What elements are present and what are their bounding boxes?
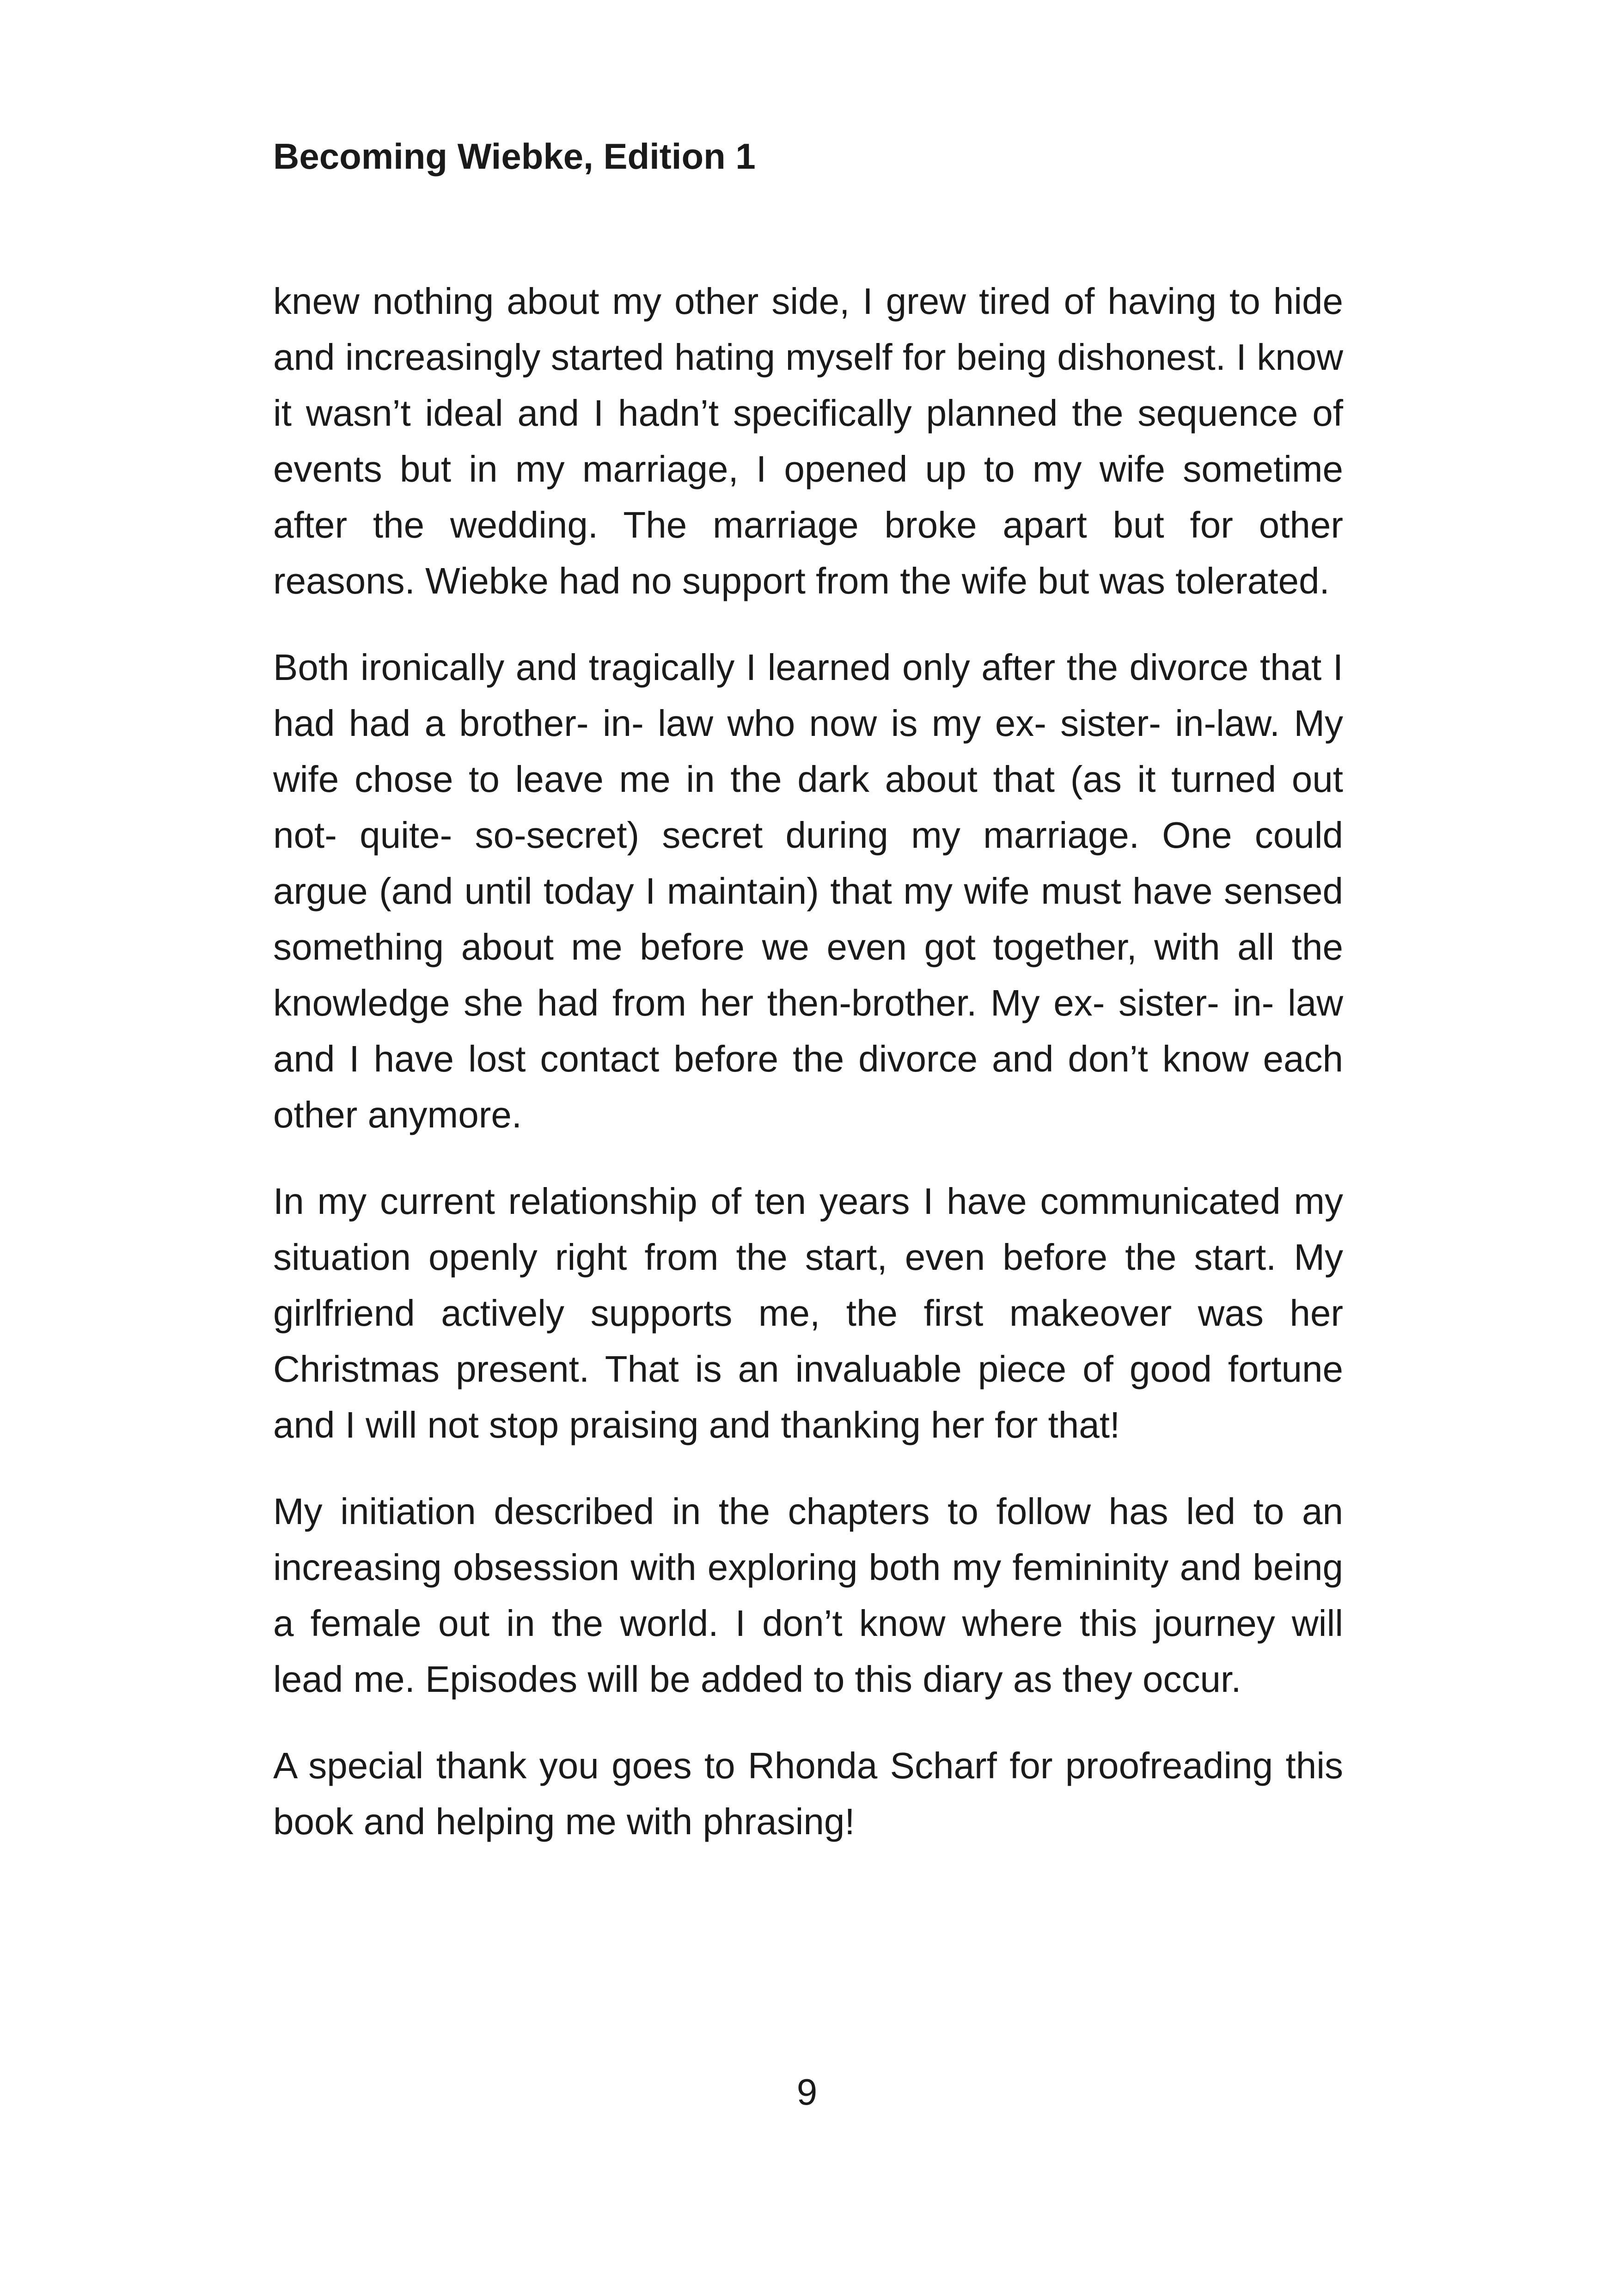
paragraph-4: My initiation described in the chapters to follow has led to an increasing obsession with exploring both my femininity and being a female out in the world. I don’t know where this journey will lead me. Episodes will be added to this diary as they occur. — [273, 1491, 1343, 1700]
paragraph-1: knew nothing about my other side, I grew tired of having to hide and increasingly started hating myself for being dishonest. I know it wasn’t ideal and I hadn’t specifically planned the sequence of events but in my marriage, I opened up to my wife sometime after the wedding. The marriage broke apart but for other reasons. Wiebke had no support from the wife but was tolerated. — [273, 281, 1343, 601]
paragraph-3: In my current relationship of ten years I have communicated my situation openly right from the start, even before the start. My girlfriend actively supports me, the first makeover was her Christmas present. That is an invaluable piece of good fortune and I will not stop praising and thanking her for that! — [273, 1181, 1343, 1445]
running-header: Becoming Wiebke, Edition 1 — [273, 136, 756, 177]
paragraph-5: A special thank you goes to Rhonda Scharf for proofreading this book and helping me with phrasing! — [273, 1745, 1343, 1842]
page-number: 9 — [796, 2071, 818, 2112]
body-text — [273, 273, 1343, 1880]
paragraph-2: Both ironically and tragically I learned only after the divorce that I had had a brother- in- law who now is my ex- sister- in-law. My wife chose to leave me in the dark about that (as it turned out not- quite- so-secret) secret during my marriage. One could argue (and until today I maintain) that my wife must have sensed something about me before we even got together, with all the knowledge she had from her then-brother. My ex- sister- in- law and I have lost contact before the divorce and don’t know each other anymore. — [273, 647, 1343, 1135]
